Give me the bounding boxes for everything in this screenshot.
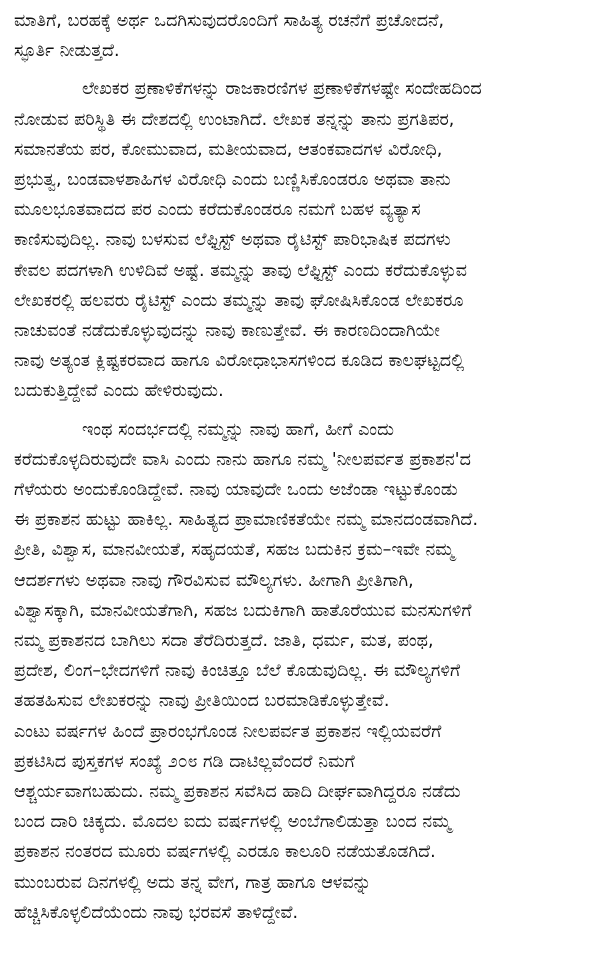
text-line: ಪ್ರಕಟಿಸಿದ ಪುಸ್ತಕಗಳ ಸಂಖ್ಯೆ ೨೦೮ ಗಡಿ ದಾಟಿಲ್ಲವೆಂದರೆ ನಿಮಗೆ bbox=[14, 751, 355, 772]
text-line: ಬಂದ ದಾರಿ ಚಿಕ್ಕದು. ಮೊದಲ ಐದು ವರ್ಷಗಳಲ್ಲಿ ಅಂಬೆಗಾಲಿಡುತ್ತಾ ಬಂದ ನಮ್ಮ bbox=[14, 812, 452, 833]
text-line: ಪ್ರಕಾಶನ ನಂತರದ ಮೂರು ವರ್ಷಗಳಲ್ಲಿ ಎರಡೂ ಕಾಲೂರಿ ನಡೆಯತೊಡಗಿದೆ. bbox=[14, 842, 436, 863]
text-line: ನಾಚುವಂತೆ ನಡೆದುಕೊಳ್ಳುವುದನ್ನು ನಾವು ಕಾಣುತ್ತೇವೆ. ಈ ಕಾರಣದಿಂದಾಗಿಯೇ bbox=[14, 321, 441, 342]
text-line: ನಾವು ಅತ್ಯಂತ ಕ್ಲಿಷ್ಟಕರವಾದ ಹಾಗೂ ವಿರೋಧಾಭಾಸಗಳಿಂದ ಕೂಡಿದ ಕಾಲಘಟ್ಟದಲ್ಲಿ bbox=[14, 351, 465, 372]
text-line: ಕರೆದುಕೊಳ್ಳದಿರುವುದೇ ವಾಸಿ ಎಂದು ನಾನು ಹಾಗೂ ನಮ್ಮ 'ನೀಲಪರ್ವತ ಪ್ರಕಾಶನ'ದ bbox=[14, 449, 472, 470]
text-line: ಲೇಖಕರ ಪ್ರಣಾಳಿಕೆಗಳನ್ನು ರಾಜಕಾರಣಿಗಳ ಪ್ರಣಾಳಿಕೆಗಳಷ್ಟೇ ಸಂದೇಹದಿಂದ bbox=[82, 79, 482, 100]
text-line: ಹೆಚ್ಚಿಸಿಕೊಳ್ಳಲಿದೆಯೆಂದು ನಾವು ಭರವಸೆ ತಾಳಿದ್ದೇವೆ. bbox=[14, 902, 299, 923]
text-line: ಬದುಕುತ್ತಿದ್ದೇವೆ ಎಂದು ಹೇಳಿರುವುದು. bbox=[14, 381, 224, 402]
paragraph bbox=[14, 6, 592, 66]
text-line: ಗೆಳೆಯರು ಅಂದುಕೊಂಡಿದ್ದೇವೆ. ನಾವು ಯಾವುದೇ ಒಂದು ಅಜೆಂಡಾ ಇಟ್ಟುಕೊಂಡು bbox=[14, 480, 458, 501]
text-line: ಪ್ರದೇಶ, ಲಿಂಗ–ಭೇದಗಳಿಗೆ ನಾವು ಕಿಂಚಿತ್ತೂ ಬೆಲೆ ಕೊಡುವುದಿಲ್ಲ. ಈ ಮೌಲ್ಯಗಳಿಗೆ bbox=[14, 661, 461, 682]
text-line: ಸಮಾನತೆಯ ಪರ, ಕೋಮುವಾದ, ಮತೀಯವಾದ, ಆತಂಕವಾದಗಳ ವಿರೋಧಿ, bbox=[14, 139, 443, 160]
text-line: ಇಂಥ ಸಂದರ್ಭದಲ್ಲಿ ನಮ್ಮನ್ನು ನಾವು ಹಾಗೆ, ಹೀಗೆ ಎಂದು bbox=[82, 419, 394, 440]
text-line: ಪ್ರೀತಿ, ವಿಶ್ವಾಸ, ಮಾನವೀಯತೆ, ಸಹೃದಯತೆ, ಸಹಜ ಬದುಕಿನ ಕ್ರಮ–ಇವೇ ನಮ್ಮ bbox=[14, 540, 455, 561]
text-line: ತಹತಹಿಸುವ ಲೇಖಕರನ್ನು ನಾವು ಪ್ರೀತಿಯಿಂದ ಬರಮಾಡಿಕೊಳ್ಳುತ್ತೇವೆ. bbox=[14, 691, 390, 712]
text-line: ಆಶ್ಚರ್ಯವಾಗಬಹುದು. ನಮ್ಮ ಪ್ರಕಾಶನ ಸವೆಸಿದ ಹಾದಿ ದೀರ್ಘವಾಗಿದ್ದರೂ ನಡೆದು bbox=[14, 782, 461, 803]
text-line: ವಿಶ್ವಾಸಕ್ಕಾಗಿ, ಮಾನವೀಯತೆಗಾಗಿ, ಸಹಜ ಬದುಕಿಗಾಗಿ ಹಾತೊರೆಯುವ ಮನಸುಗಳಿಗೆ bbox=[14, 600, 472, 621]
text-line: ಆದರ್ಶಗಳು ಅಥವಾ ನಾವು ಗೌರವಿಸುವ ಮೌಲ್ಯಗಳು. ಹೀಗಾಗಿ ಪ್ರೀತಿಗಾಗಿ, bbox=[14, 570, 414, 591]
text-line: ಈ ಪ್ರಕಾಶನ ಹುಟ್ಟು ಹಾಕಿಲ್ಲ. ಸಾಹಿತ್ಯದ ಪ್ರಾಮಾಣಿಕತೆಯೇ ನಮ್ಮ ಮಾನದಂಡವಾಗಿದೆ. bbox=[14, 510, 479, 531]
text-line: ಮಾತಿಗೆ, ಬರಹಕ್ಕೆ ಅರ್ಥ ಒದಗಿಸುವುದರೊಂದಿಗೆ ಸಾಹಿತ್ಯ ರಚನೆಗೆ ಪ್ರಚೋದನೆ, bbox=[14, 11, 445, 31]
paragraph bbox=[14, 74, 592, 406]
text-line: ನೋಡುವ ಪರಿಸ್ಥಿತಿ ಈ ದೇಶದಲ್ಲಿ ಉಂಟಾಗಿದೆ. ಲೇಖಕ ತನ್ನನ್ನು ತಾನು ಪ್ರಗತಿಪರ, bbox=[14, 109, 455, 130]
paragraph bbox=[14, 415, 592, 928]
text-line: ಪ್ರಭುತ್ವ, ಬಂಡವಾಳಶಾಹಿಗಳ ವಿರೋಧಿ ಎಂದು ಬಣ್ಣಿಸಿಕೊಂಡರೂ ಅಥವಾ ತಾನು bbox=[14, 170, 451, 191]
document-body bbox=[14, 6, 592, 928]
text-line: ಲೇಖಕರಲ್ಲಿ ಹಲವರು ರೈಟಿಸ್ಟ್ ಎಂದು ತಮ್ಮನ್ನು ತಾವು ಘೋಷಿಸಿಕೊಂಡ ಲೇಖಕರೂ bbox=[14, 290, 464, 311]
text-line: ಮುಂಬರುವ ದಿನಗಳಲ್ಲಿ ಅದು ತನ್ನ ವೇಗ, ಗಾತ್ರ ಹಾಗೂ ಆಳವನ್ನು bbox=[14, 872, 372, 893]
text-line: ಮೂಲಭೂತವಾದದ ಪರ ಎಂದು ಕರೆದುಕೊಂಡರೂ ನಮಗೆ ಬಹಳ ವ್ಯತ್ಯಾಸ bbox=[14, 200, 421, 221]
text-line: ಕೇವಲ ಪದಗಳಾಗಿ ಉಳಿದಿವೆ ಅಷ್ಟೆ. ತಮ್ಮನ್ನು ತಾವು ಲೆಫ್ಟಿಸ್ಟ್ ಎಂದು ಕರೆದುಕೊಳ್ಳುವ bbox=[14, 260, 468, 281]
text-line: ನಮ್ಮ ಪ್ರಕಾಶನದ ಬಾಗಿಲು ಸದಾ ತೆರೆದಿರುತ್ತದೆ. ಜಾತಿ, ಧರ್ಮ, ಮತ, ಪಂಥ, bbox=[14, 631, 434, 652]
text-line: ಎಂಟು ವರ್ಷಗಳ ಹಿಂದೆ ಪ್ರಾರಂಭಗೊಂಡ ನೀಲಪರ್ವತ ಪ್ರಕಾಶನ ಇಲ್ಲಿಯವರೆಗೆ bbox=[14, 721, 442, 742]
text-line: ಕಾಣಿಸುವುದಿಲ್ಲ. ನಾವು ಬಳಸುವ ಲೆಫ್ಟಿಸ್ಟ್ ಅಥವಾ ರೈಟಿಸ್ಟ್ ಪಾರಿಭಾಷಿಕ ಪದಗಳು bbox=[14, 230, 451, 251]
text-line: ಸ್ಫೂರ್ತಿ ನೀಡುತ್ತದೆ. bbox=[14, 41, 120, 62]
